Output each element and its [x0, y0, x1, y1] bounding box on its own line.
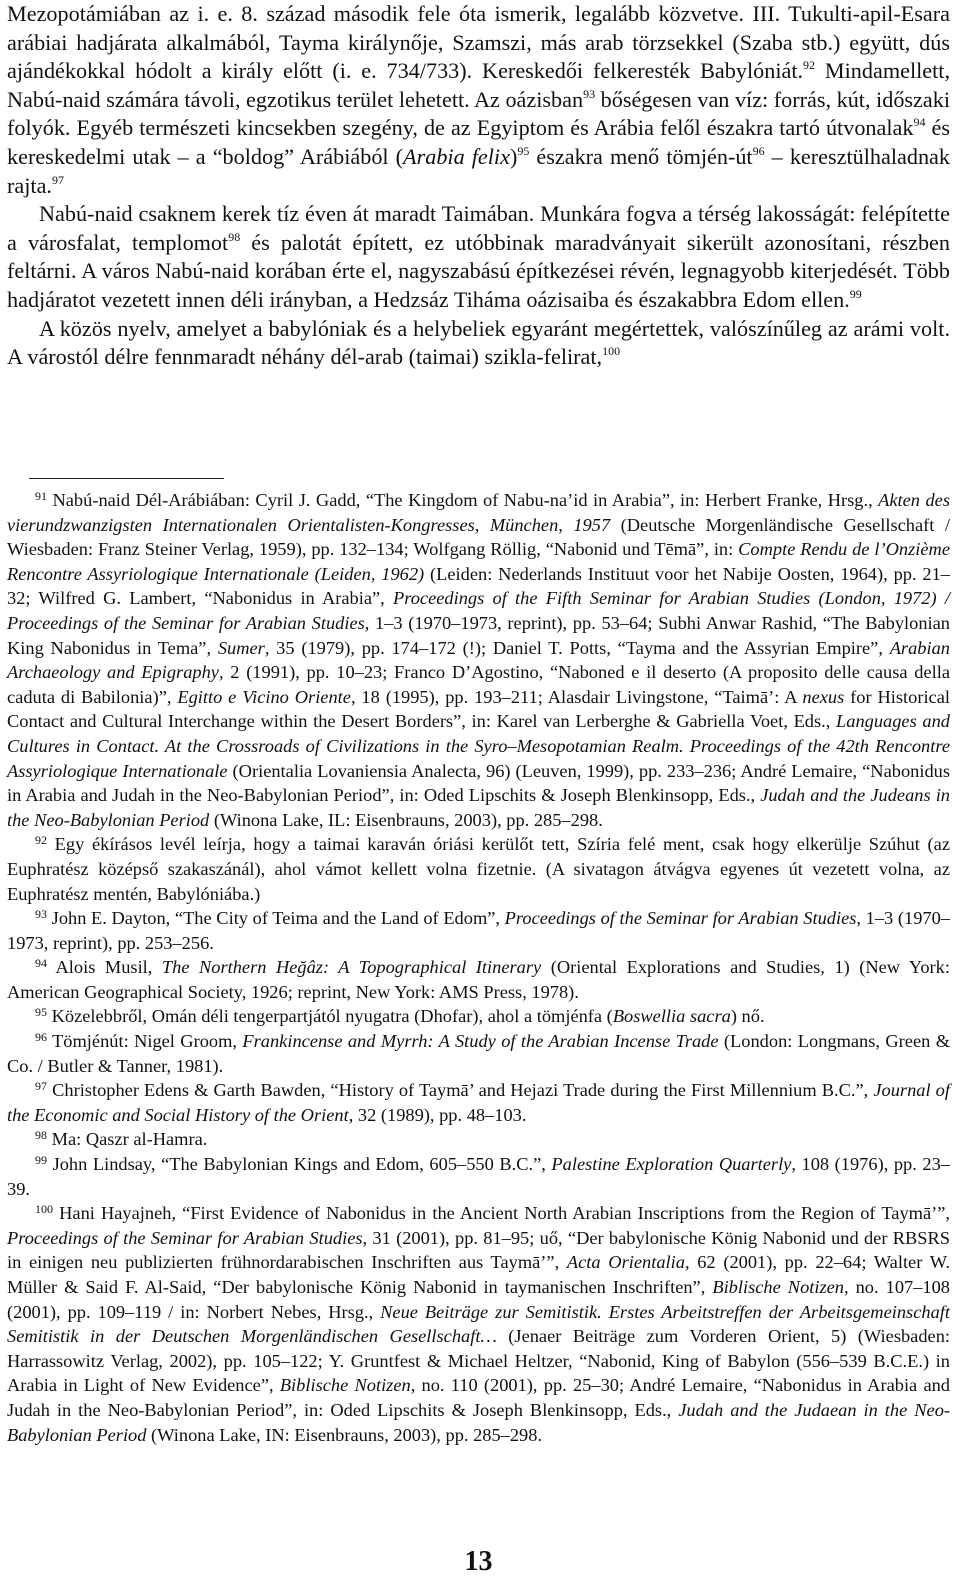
footnote-italic-text: Judah and the Judeans in the Neo-Babylonian Period	[7, 785, 950, 830]
footnote-ref-96[interactable]: 96	[752, 143, 765, 158]
footnote-text: , no. 107–108 (2001), pp. 109–119 / in: Norbert Nebes, Hrsg.,	[7, 1277, 950, 1322]
italic-term: Arabia felix	[403, 143, 510, 169]
footnote-ref-97[interactable]: 97	[51, 172, 64, 187]
footnote-italic-text: Biblische Notizen	[712, 1277, 844, 1297]
footnote-italic-text: Arabian Archaeology and Epigraphy	[7, 637, 950, 683]
footnote-ref-98[interactable]: 98	[228, 229, 241, 244]
footnote-text: , 62 (2001), pp. 22–64; Walter W. Müller & Said F. Al-Said, “Der babylonische König Nabonid in taymanischen Inschriften”,	[7, 1252, 950, 1297]
footnote-italic-text: Compte Rendu de l’Onzième Rencontre Assyriologique Internationale (Leiden, 1962)	[7, 539, 950, 584]
footnote-text: , 35 (1979), pp. 174–172 (!); Daniel T. Potts, “Tayma and the Assyrian Empire”,	[264, 637, 890, 658]
footnote-ref-92[interactable]: 92	[803, 58, 816, 73]
footnote-ref-99[interactable]: 99	[849, 286, 862, 301]
footnote-text: , 31 (2001), pp. 81–95; uő, “Der babylonische König Nabonid und der RBSRS in einigen neu publizierten frühnordarabischen Inschriften aus Taymā’”,	[7, 1227, 950, 1273]
footnote-italic-text: The Northern Heğâz: A Topographical Itinerary	[161, 957, 542, 978]
footnote-number: 94	[35, 956, 47, 971]
page-number: 13	[464, 1546, 493, 1577]
footnote-number: 95	[35, 1005, 47, 1020]
paragraph-text: bőségesen van víz: forrás, kút, időszaki folyók. Egyéb természeti kincsekben szegény, de az Egyiptom és Arábia felől északra tartó útvonalak	[7, 86, 951, 141]
footnote-text: (Winona Lake, IL: Eisenbrauns, 2003), pp. 285–298.	[209, 809, 603, 830]
paragraph-text: A közös nyelv, amelyet a babylóniak és a helybeliek egyaránt megértettek, valószínűleg az arámi volt. A várostól délre fennmaradt néhány dél-arab (taimai) szikla-felirat,	[7, 315, 950, 370]
paragraph-text: és kereskedelmi utak – a “boldog” Arábiából (	[7, 115, 951, 169]
footnote-text: John E. Dayton, “The City of Teima and the Land of Edom”,	[51, 908, 505, 929]
footnote-number: 92	[35, 833, 47, 848]
footnote-text: Hani Hayajneh, “First Evidence of Nabonidus in the Ancient North Arabian Inscriptions from the Region of Taymā’”,	[59, 1203, 950, 1224]
paragraph-text: Mezopotámiában az i. e. 8. század második fele óta ismerik, legalább közvetve. III. Tukulti-apil-Esara arábiai hadjárata alkalmából, Tayma királynője, Szamszi, más arab törzsekkel (Szaba stb.) együtt, dús ajándékokkal hódolt a király előtt (i. e. 734/733). Kereskedői felkeresték Babylóniát.	[7, 1, 950, 84]
footnote-text: (Jenaer Beiträge zum Vorderen Orient, 5) (Wiesbaden: Harrassowitz Verlag, 2002), pp. 105–122; Y. Gruntfest & Michael Heltzer, “Nabonid, King of Babylon (556–539 B.C.E.) in Arabia in Light of New Evidence”,	[7, 1326, 951, 1396]
footnote-number: 100	[35, 1202, 53, 1217]
footnote-text: , 1–3 (1970–1973, reprint), pp. 53–64; Subhi Anwar Rashid, “The Babylonian King Nabonidus in Tema”,	[7, 612, 950, 658]
footnote-text: Ma: Qaszr al-Hamra.	[51, 1129, 208, 1150]
footnote-97	[7, 1078, 950, 1127]
footnote-92	[7, 832, 950, 906]
footnote-italic-text: nexus	[802, 686, 845, 707]
footnote-text: (Leiden: Nederlands Instituut voor het Nabije Oosten, 1964), pp. 21–32; Wilfred G. Lambert, “Nabonidus in Arabia”,	[7, 563, 950, 609]
footnote-italic-text: Journal of the Economic and Social History of the Orient	[7, 1080, 950, 1125]
footnote-ref-93[interactable]: 93	[583, 86, 596, 101]
footnote-italic-text: Sumer	[217, 637, 265, 658]
footnote-96	[7, 1029, 950, 1078]
footnote-text: Alois Musil,	[55, 957, 162, 978]
footnotes	[7, 488, 950, 1447]
footnote-number: 98	[35, 1128, 47, 1143]
footnote-text: (London: Longmans, Green & Co. / Butler & Tanner, 1981).	[7, 1031, 950, 1076]
footnote-text: , 32 (1989), pp. 48–103.	[348, 1104, 527, 1125]
document-page	[7, 0, 950, 1587]
footnote-text: , 1–3 (1970–1973, reprint), pp. 253–256.	[7, 908, 950, 953]
footnote-text: ) nő.	[730, 1006, 765, 1027]
footnote-italic-text: Languages and Cultures in Contact. At the Crossroads of Civilizations in the Syro–Mesopotamian Realm. Proceedings of the 42th Rencontre Assyriologique Internationale	[7, 711, 950, 781]
footnote-99	[7, 1152, 950, 1201]
footnote-text: (Oriental Explorations and Studies, 1) (New York: American Geographical Society, 1926; reprint, New York: AMS Press, 1978).	[7, 957, 950, 1002]
footnote-text: Nabú-naid Dél-Arábiában: Cyril J. Gadd, “The Kingdom of Nabu-na’id in Arabia”, in: Herbert Franke, Hrsg.,	[52, 490, 879, 510]
footnote-number: 96	[35, 1030, 47, 1045]
footnote-italic-text: Biblische Notizen	[279, 1375, 411, 1396]
footnote-italic-text: Palestine Exploration Quarterly	[551, 1154, 792, 1175]
footnote-text: (Deutsche Morgenländische Gesellschaft / Wiesbaden: Franz Steiner Verlag, 1959), pp. 132–134; Wolfgang Röllig, “Nabonid und Tēmā”, in:	[7, 514, 950, 560]
footnote-text: , 2 (1991), pp. 10–23; Franco D’Agostino, “Naboned e il deserto (A proposito delle causa della caduta di Babilonia)”,	[7, 662, 950, 707]
footnote-98	[7, 1127, 950, 1152]
paragraph-text: Mindamellett, Nabú-naid számára távoli, egzotikus terület lehetett. Az oázisban	[7, 58, 950, 112]
footnote-ref-100[interactable]: 100	[602, 344, 621, 359]
footnote-text: Egy ékírásos levél leírja, hogy a taimai karaván óriási kerülőt tett, Szíria felé ment, csak hogy elkerülje Szúhut (az Euphratész középső szakaszánál), ahol vámot kellett volna fizetnie. (A sivatagon átvágva egyenes út vezetett volna, az Euphratész mentén, Babylóniába.)	[7, 834, 950, 904]
footnote-ref-94[interactable]: 94	[913, 115, 926, 130]
footnote-separator	[29, 478, 224, 479]
footnote-text: (Orientalia Lovaniensia Analecta, 96) (Leuven, 1999), pp. 233–236; André Lemaire, “Nabonidus in Arabia and Judah in the Neo-Babylonian Period”, in: Oded Lipschits & Joseph Blenkinsopp, Eds.,	[7, 760, 950, 806]
footnote-text: Tömjénút: Nigel Groom,	[52, 1031, 243, 1052]
footnote-text: for Historical Contact and Cultural Interchange within the Desert Borders”, in: Karel van Lerberghe & Gabriella Voet, Eds.,	[7, 686, 950, 732]
footnote-100	[7, 1201, 950, 1447]
footnote-text: Közelebbről, Omán déli tengerpartjától nyugatra (Dhofar), ahol a tömjénfa (	[51, 1006, 613, 1027]
footnote-text: (Winona Lake, IN: Eisenbrauns, 2003), pp. 285–298.	[146, 1424, 543, 1445]
footnote-italic-text: Egitto e Vicino Oriente	[177, 686, 351, 707]
footnote-text: , no. 110 (2001), pp. 25–30; André Lemaire, “Nabonidus in Arabia and Judah in the Neo-Babylonian Period”, in: Oded Lipschits & Joseph Blenkinsopp, Eds.,	[7, 1375, 951, 1420]
footnote-number: 99	[35, 1153, 47, 1168]
paragraph-text: Nabú-naid csaknem kerek tíz éven át maradt Taimában. Munkára fogva a térség lakosságát: felépítette a városfalat, templomot	[7, 201, 950, 255]
main-text	[7, 0, 950, 372]
footnote-italic-text: Proceedings of the Fifth Seminar for Arabian Studies (London, 1972) / Proceedings of the Seminar for Arabian Studies	[7, 588, 950, 633]
paragraph-1	[7, 0, 950, 200]
footnote-text: Christopher Edens & Garth Bawden, “History of Taymā’ and Hejazi Trade during the First Millennium B.C.”,	[52, 1080, 874, 1101]
paragraph-3	[7, 315, 950, 372]
footnote-95	[7, 1004, 950, 1029]
footnote-93	[7, 906, 950, 955]
footnote-text: , 18 (1995), pp. 193–211; Alasdair Livingstone, “Taimā’: A	[350, 686, 803, 707]
footnote-text: , 108 (1976), pp. 23–39.	[7, 1154, 950, 1199]
paragraph-text: )	[509, 143, 518, 169]
paragraph-2	[7, 200, 950, 314]
footnote-italic-text: Acta Orientalia	[566, 1252, 685, 1273]
footnote-italic-text: Boswellia sacra	[612, 1006, 731, 1027]
footnote-number: 91	[35, 489, 47, 503]
paragraph-text: északra menő tömjén-út	[529, 143, 753, 169]
footnote-italic-text: Akten des vierundzwanzigsten Internationalen Orientalisten-Kongresses, München, 1957	[7, 490, 950, 535]
footnote-number: 97	[35, 1079, 47, 1094]
footnote-italic-text: Judah and the Judaean in the Neo-Babylonian Period	[7, 1399, 951, 1445]
footnote-italic-text: Proceedings of the Seminar for Arabian Studies	[504, 908, 857, 929]
footnote-italic-text: Neue Beiträge zur Semitistik. Erstes Arbeitstreffen der Arbeitsgemeinschaft Semitistik in der Deutschen Morgenländischen Gesellschaft…	[7, 1301, 950, 1347]
footnote-number: 93	[35, 907, 47, 922]
footnote-91	[7, 488, 950, 832]
footnote-ref-95[interactable]: 95	[517, 143, 530, 158]
paragraph-text: – keresztülhaladnak rajta.	[7, 143, 951, 198]
footnote-94	[7, 955, 950, 1004]
footnote-text: John Lindsay, “The Babylonian Kings and Edom, 605–550 B.C.”,	[52, 1154, 552, 1175]
footnote-italic-text: Proceedings of the Seminar for Arabian Studies	[7, 1227, 363, 1248]
footnote-italic-text: Frankincense and Myrrh: A Study of the Arabian Incense Trade	[242, 1031, 719, 1052]
paragraph-text: és palotát épített, ez utóbbinak maradványait sikerült azonosítani, részben feltárni. A város Nabú-naid korában érte el, nagyszabású építkezései révén, legnagyobb kiterjedését. Több hadjáratot vezetett innen déli irányban, a Hedzsáz Tiháma oázisaiba és északabbra Edom ellen.	[7, 229, 950, 312]
